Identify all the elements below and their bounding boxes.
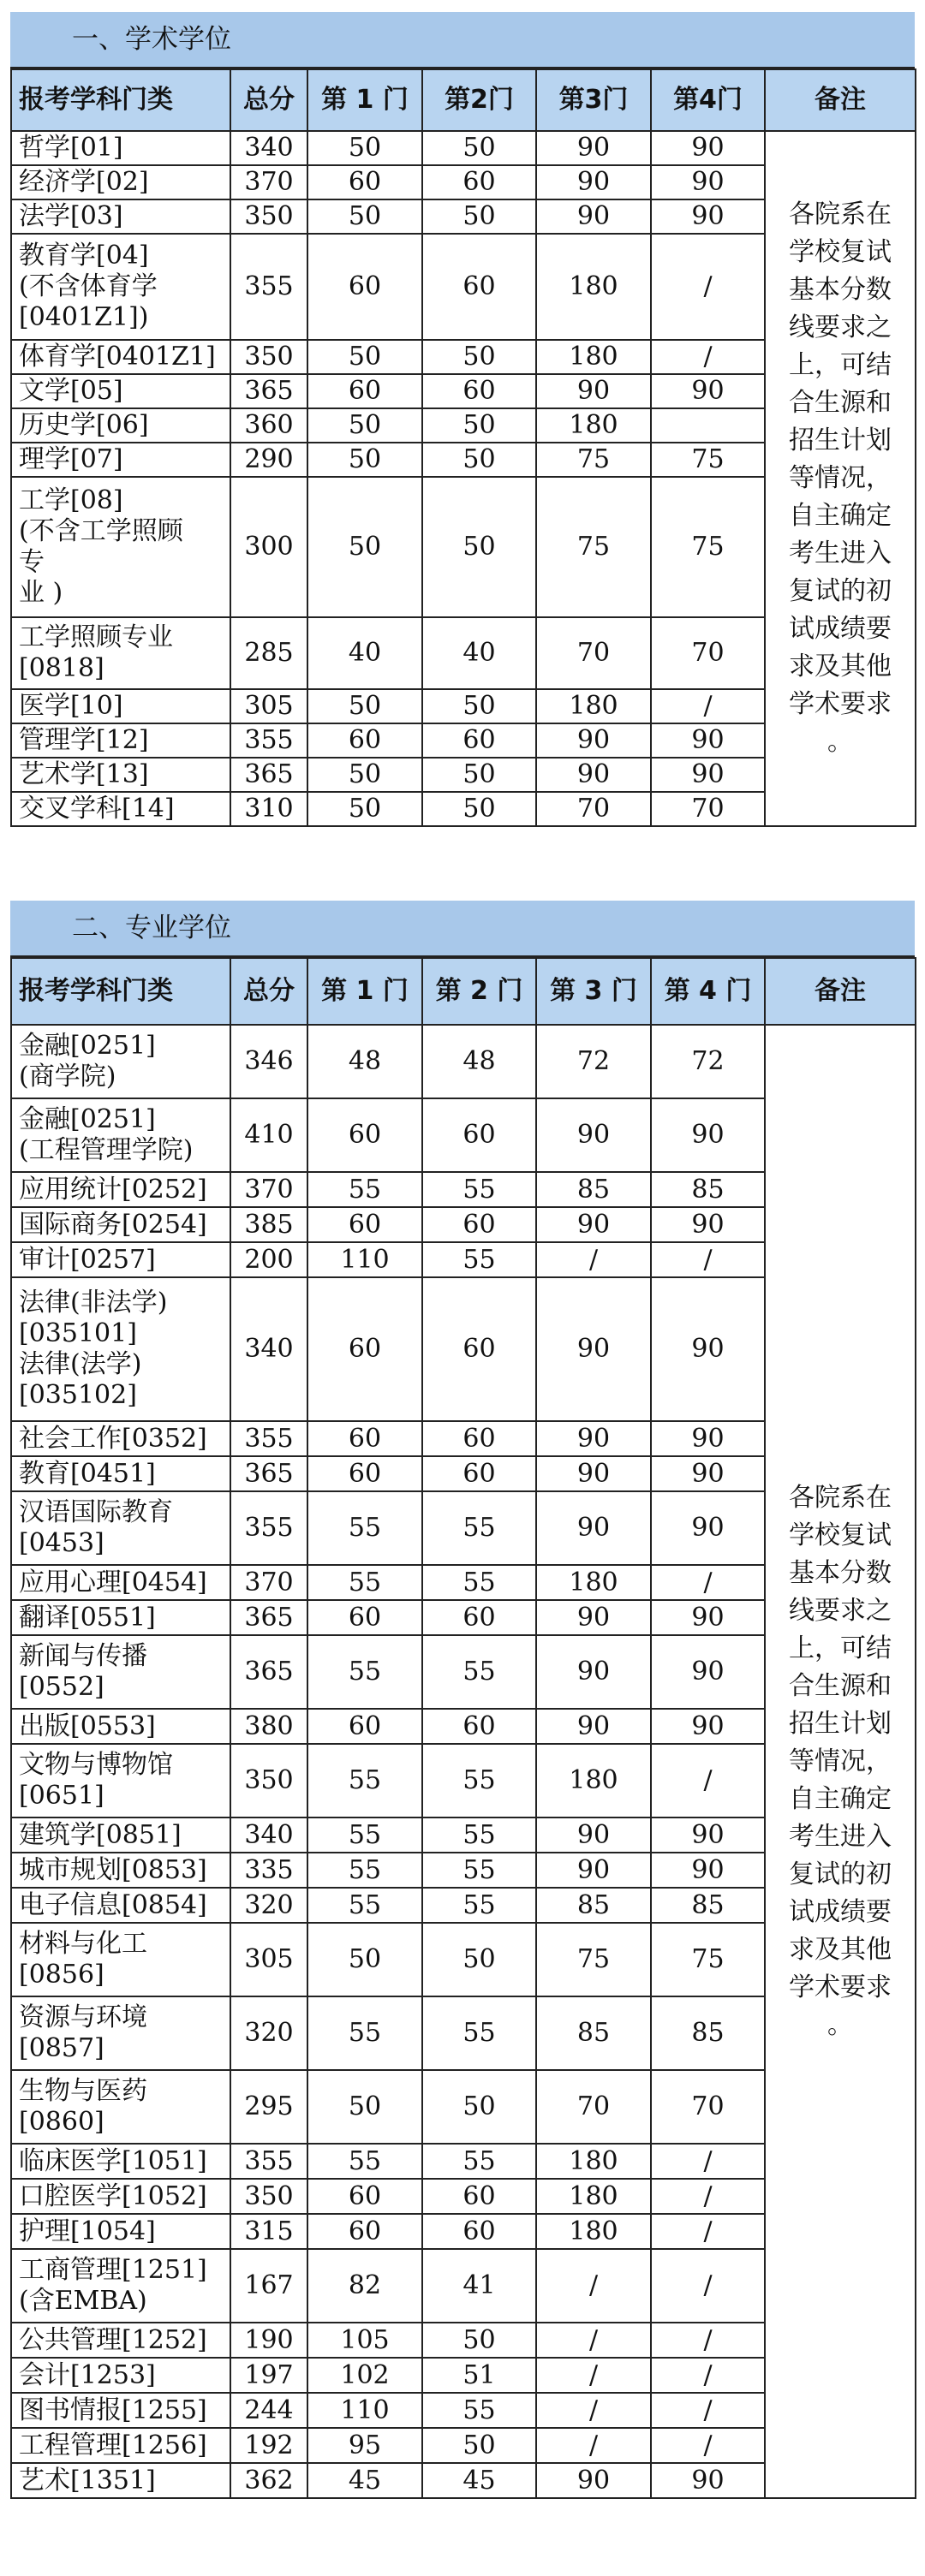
subject-4-cell: 90 xyxy=(651,1635,765,1709)
subject-4-cell: 90 xyxy=(651,758,765,792)
subject-1-cell: 60 xyxy=(307,1709,422,1744)
subject-1-cell: 82 xyxy=(307,2249,422,2323)
subject-4-cell: 85 xyxy=(651,1888,765,1923)
subject-1-cell: 50 xyxy=(307,689,422,723)
subject-2-cell: 55 xyxy=(422,1744,536,1817)
total-score-cell: 295 xyxy=(230,2070,307,2144)
subject-name-cell: 临床医学[1051] xyxy=(11,2144,230,2179)
total-score-cell: 360 xyxy=(230,408,307,443)
header-subject: 报考学科门类 xyxy=(11,69,230,131)
subject-name-cell: 图书情报[1255] xyxy=(11,2393,230,2428)
subject-4-cell: 90 xyxy=(651,2463,765,2498)
subject-name-cell: 审计[0257] xyxy=(11,1242,230,1277)
subject-1-cell: 48 xyxy=(307,1025,422,1098)
subject-2-cell: 50 xyxy=(422,199,536,234)
subject-2-cell: 45 xyxy=(422,2463,536,2498)
subject-3-cell: 70 xyxy=(536,617,651,689)
subject-4-cell: 90 xyxy=(651,1853,765,1888)
subject-3-cell: 180 xyxy=(536,1744,651,1817)
subject-name-cell: 口腔医学[1052] xyxy=(11,2179,230,2214)
total-score-cell: 167 xyxy=(230,2249,307,2323)
subject-name-cell: 社会工作[0352] xyxy=(11,1421,230,1456)
subject-4-cell: / xyxy=(651,1744,765,1817)
total-score-cell: 340 xyxy=(230,1277,307,1421)
total-score-cell: 355 xyxy=(230,723,307,758)
subject-3-cell: 90 xyxy=(536,1207,651,1242)
subject-name-cell: 电子信息[0854] xyxy=(11,1888,230,1923)
subject-4-cell: 85 xyxy=(651,1172,765,1207)
total-score-cell: 410 xyxy=(230,1098,307,1172)
total-score-cell: 365 xyxy=(230,1600,307,1635)
total-score-cell: 310 xyxy=(230,792,307,826)
total-score-cell: 365 xyxy=(230,758,307,792)
subject-name-cell: 新闻与传播 [0552] xyxy=(11,1635,230,1709)
header-subject-3: 第3门 xyxy=(536,69,651,131)
subject-1-cell: 55 xyxy=(307,1744,422,1817)
subject-1-cell: 50 xyxy=(307,1923,422,1996)
subject-3-cell: 90 xyxy=(536,2463,651,2498)
subject-2-cell: 60 xyxy=(422,2214,536,2249)
subject-2-cell: 55 xyxy=(422,1888,536,1923)
subject-4-cell: / xyxy=(651,2428,765,2463)
subject-3-cell: 70 xyxy=(536,792,651,826)
subject-4-cell: / xyxy=(651,2179,765,2214)
subject-4-cell: 90 xyxy=(651,1421,765,1456)
subject-1-cell: 60 xyxy=(307,1098,422,1172)
subject-name-cell: 翻译[0551] xyxy=(11,1600,230,1635)
subject-4-cell: 90 xyxy=(651,1456,765,1491)
subject-2-cell: 55 xyxy=(422,1491,536,1565)
total-score-cell: 355 xyxy=(230,1421,307,1456)
total-score-cell: 362 xyxy=(230,2463,307,2498)
total-score-cell: 355 xyxy=(230,234,307,340)
subject-1-cell: 55 xyxy=(307,1888,422,1923)
table-header-row xyxy=(11,958,916,1025)
subject-1-cell: 50 xyxy=(307,443,422,477)
subject-name-cell: 工学照顾专业 [0818] xyxy=(11,617,230,689)
subject-name-cell: 经济学[02] xyxy=(11,165,230,199)
subject-3-cell: 90 xyxy=(536,1853,651,1888)
subject-1-cell: 60 xyxy=(307,1456,422,1491)
subject-2-cell: 55 xyxy=(422,1565,536,1600)
subject-2-cell: 55 xyxy=(422,2393,536,2428)
subject-1-cell: 50 xyxy=(307,340,422,374)
subject-3-cell: / xyxy=(536,2393,651,2428)
header-subject-4: 第 4 门 xyxy=(651,958,765,1025)
subject-4-cell: 90 xyxy=(651,1098,765,1172)
total-score-cell: 340 xyxy=(230,131,307,165)
subject-3-cell: 180 xyxy=(536,2214,651,2249)
subject-1-cell: 55 xyxy=(307,1817,422,1853)
subject-3-cell: 180 xyxy=(536,234,651,340)
subject-4-cell: 85 xyxy=(651,1996,765,2070)
subject-3-cell: 180 xyxy=(536,689,651,723)
subject-3-cell: 90 xyxy=(536,758,651,792)
subject-2-cell: 50 xyxy=(422,340,536,374)
subject-1-cell: 55 xyxy=(307,1172,422,1207)
subject-4-cell: / xyxy=(651,2249,765,2323)
subject-3-cell: 90 xyxy=(536,165,651,199)
subject-name-cell: 艺术[1351] xyxy=(11,2463,230,2498)
subject-2-cell: 55 xyxy=(422,1242,536,1277)
subject-2-cell: 55 xyxy=(422,1635,536,1709)
subject-3-cell: 75 xyxy=(536,443,651,477)
subject-4-cell: 90 xyxy=(651,199,765,234)
subject-2-cell: 60 xyxy=(422,374,536,408)
subject-name-cell: 工商管理[1251] (含EMBA) xyxy=(11,2249,230,2323)
header-subject: 报考学科门类 xyxy=(11,958,230,1025)
subject-name-cell: 体育学[0401Z1] xyxy=(11,340,230,374)
remarks-cell: 各院系在 学校复试 基本分数 线要求之 上，可结 合生源和 招生计划 等情况， 自主确定 考生进入 复试的初 试成绩要 求及其他 学术要求 。 xyxy=(765,1025,916,2498)
subject-4-cell: / xyxy=(651,234,765,340)
total-score-cell: 305 xyxy=(230,689,307,723)
subject-3-cell: 85 xyxy=(536,1172,651,1207)
subject-1-cell: 102 xyxy=(307,2358,422,2393)
total-score-cell: 320 xyxy=(230,1996,307,2070)
subject-4-cell: 90 xyxy=(651,1277,765,1421)
subject-name-cell: 法学[03] xyxy=(11,199,230,234)
professional-degree-table xyxy=(10,957,916,2499)
subject-3-cell: 90 xyxy=(536,1421,651,1456)
total-score-cell: 370 xyxy=(230,1565,307,1600)
subject-2-cell: 48 xyxy=(422,1025,536,1098)
subject-name-cell: 教育[0451] xyxy=(11,1456,230,1491)
subject-name-cell: 历史学[06] xyxy=(11,408,230,443)
subject-1-cell: 55 xyxy=(307,1996,422,2070)
header-total: 总分 xyxy=(230,69,307,131)
subject-name-cell: 管理学[12] xyxy=(11,723,230,758)
subject-4-cell: / xyxy=(651,2358,765,2393)
subject-2-cell: 60 xyxy=(422,1709,536,1744)
subject-4-cell: 75 xyxy=(651,1923,765,1996)
subject-2-cell: 50 xyxy=(422,758,536,792)
subject-2-cell: 41 xyxy=(422,2249,536,2323)
total-score-cell: 190 xyxy=(230,2323,307,2358)
subject-2-cell: 55 xyxy=(422,1996,536,2070)
remarks-cell: 各院系在 学校复试 基本分数 线要求之 上，可结 合生源和 招生计划 等情况， 自主确定 考生进入 复试的初 试成绩要 求及其他 学术要求 。 xyxy=(765,131,916,826)
total-score-cell: 370 xyxy=(230,165,307,199)
subject-1-cell: 45 xyxy=(307,2463,422,2498)
subject-name-cell: 资源与环境 [0857] xyxy=(11,1996,230,2070)
subject-2-cell: 60 xyxy=(422,1277,536,1421)
total-score-cell: 320 xyxy=(230,1888,307,1923)
total-score-cell: 290 xyxy=(230,443,307,477)
subject-1-cell: 50 xyxy=(307,199,422,234)
total-score-cell: 285 xyxy=(230,617,307,689)
subject-1-cell: 55 xyxy=(307,2144,422,2179)
total-score-cell: 350 xyxy=(230,1744,307,1817)
subject-2-cell: 60 xyxy=(422,165,536,199)
subject-3-cell: 90 xyxy=(536,1491,651,1565)
subject-4-cell: 70 xyxy=(651,2070,765,2144)
subject-2-cell: 60 xyxy=(422,1098,536,1172)
subject-3-cell: 180 xyxy=(536,340,651,374)
total-score-cell: 380 xyxy=(230,1709,307,1744)
subject-4-cell: 90 xyxy=(651,1709,765,1744)
subject-2-cell: 60 xyxy=(422,2179,536,2214)
subject-1-cell: 60 xyxy=(307,374,422,408)
subject-1-cell: 50 xyxy=(307,477,422,617)
subject-4-cell: / xyxy=(651,1565,765,1600)
subject-2-cell: 60 xyxy=(422,1421,536,1456)
subject-3-cell: 90 xyxy=(536,1817,651,1853)
subject-4-cell: 90 xyxy=(651,1817,765,1853)
subject-name-cell: 城市规划[0853] xyxy=(11,1853,230,1888)
subject-name-cell: 交叉学科[14] xyxy=(11,792,230,826)
subject-1-cell: 55 xyxy=(307,1565,422,1600)
subject-name-cell: 应用统计[0252] xyxy=(11,1172,230,1207)
subject-3-cell: 90 xyxy=(536,199,651,234)
total-score-cell: 350 xyxy=(230,199,307,234)
subject-4-cell: 90 xyxy=(651,131,765,165)
subject-name-cell: 会计[1253] xyxy=(11,2358,230,2393)
subject-3-cell: 72 xyxy=(536,1025,651,1098)
section-title-professional: 二、专业学位 xyxy=(10,901,915,957)
subject-1-cell: 60 xyxy=(307,2214,422,2249)
total-score-cell: 300 xyxy=(230,477,307,617)
subject-3-cell: 180 xyxy=(536,2144,651,2179)
subject-1-cell: 60 xyxy=(307,234,422,340)
subject-4-cell: 90 xyxy=(651,1600,765,1635)
subject-1-cell: 40 xyxy=(307,617,422,689)
subject-2-cell: 50 xyxy=(422,477,536,617)
header-subject-4: 第4门 xyxy=(651,69,765,131)
header-total: 总分 xyxy=(230,958,307,1025)
subject-1-cell: 50 xyxy=(307,2070,422,2144)
subject-4-cell: 90 xyxy=(651,1207,765,1242)
subject-1-cell: 60 xyxy=(307,2179,422,2214)
subject-1-cell: 55 xyxy=(307,1853,422,1888)
subject-3-cell: 180 xyxy=(536,1565,651,1600)
total-score-cell: 315 xyxy=(230,2214,307,2249)
subject-1-cell: 60 xyxy=(307,165,422,199)
subject-1-cell: 60 xyxy=(307,1421,422,1456)
subject-2-cell: 50 xyxy=(422,408,536,443)
total-score-cell: 346 xyxy=(230,1025,307,1098)
header-subject-2: 第2门 xyxy=(422,69,536,131)
header-subject-2: 第 2 门 xyxy=(422,958,536,1025)
subject-name-cell: 金融[0251] (工程管理学院) xyxy=(11,1098,230,1172)
total-score-cell: 340 xyxy=(230,1817,307,1853)
subject-1-cell: 50 xyxy=(307,408,422,443)
header-subject-1: 第 1 门 xyxy=(307,958,422,1025)
subject-name-cell: 文学[05] xyxy=(11,374,230,408)
subject-name-cell: 法律(非法学) [035101] 法律(法学) [035102] xyxy=(11,1277,230,1421)
total-score-cell: 365 xyxy=(230,374,307,408)
subject-1-cell: 50 xyxy=(307,131,422,165)
subject-2-cell: 50 xyxy=(422,792,536,826)
subject-1-cell: 60 xyxy=(307,723,422,758)
subject-3-cell: 90 xyxy=(536,131,651,165)
subject-4-cell: 90 xyxy=(651,1491,765,1565)
total-score-cell: 200 xyxy=(230,1242,307,1277)
subject-4-cell: / xyxy=(651,2214,765,2249)
subject-1-cell: 60 xyxy=(307,1600,422,1635)
subject-2-cell: 60 xyxy=(422,1207,536,1242)
subject-1-cell: 95 xyxy=(307,2428,422,2463)
subject-name-cell: 工学[08] (不含工学照顾 专 业 ) xyxy=(11,477,230,617)
total-score-cell: 385 xyxy=(230,1207,307,1242)
subject-3-cell: / xyxy=(536,1242,651,1277)
subject-name-cell: 护理[1054] xyxy=(11,2214,230,2249)
subject-4-cell: 72 xyxy=(651,1025,765,1098)
subject-name-cell: 生物与医药 [0860] xyxy=(11,2070,230,2144)
subject-3-cell: / xyxy=(536,2249,651,2323)
subject-3-cell: 75 xyxy=(536,1923,651,1996)
subject-4-cell: 90 xyxy=(651,165,765,199)
subject-name-cell: 哲学[01] xyxy=(11,131,230,165)
subject-4-cell: 75 xyxy=(651,477,765,617)
subject-2-cell: 50 xyxy=(422,2323,536,2358)
subject-2-cell: 60 xyxy=(422,1600,536,1635)
header-subject-3: 第 3 门 xyxy=(536,958,651,1025)
subject-3-cell: / xyxy=(536,2358,651,2393)
subject-2-cell: 51 xyxy=(422,2358,536,2393)
header-subject-1: 第 1 门 xyxy=(307,69,422,131)
subject-3-cell: / xyxy=(536,2428,651,2463)
subject-4-cell: / xyxy=(651,1242,765,1277)
subject-4-cell: / xyxy=(651,340,765,374)
subject-3-cell: 180 xyxy=(536,2179,651,2214)
subject-2-cell: 50 xyxy=(422,443,536,477)
subject-4-cell: 70 xyxy=(651,617,765,689)
subject-4-cell: / xyxy=(651,2393,765,2428)
subject-name-cell: 金融[0251] (商学院) xyxy=(11,1025,230,1098)
subject-3-cell: 85 xyxy=(536,1996,651,2070)
subject-name-cell: 公共管理[1252] xyxy=(11,2323,230,2358)
subject-4-cell: / xyxy=(651,2323,765,2358)
subject-name-cell: 理学[07] xyxy=(11,443,230,477)
subject-4-cell: 75 xyxy=(651,443,765,477)
subject-name-cell: 国际商务[0254] xyxy=(11,1207,230,1242)
subject-name-cell: 教育学[04] (不含体育学 [0401Z1]) xyxy=(11,234,230,340)
total-score-cell: 350 xyxy=(230,340,307,374)
total-score-cell: 244 xyxy=(230,2393,307,2428)
subject-2-cell: 60 xyxy=(422,723,536,758)
subject-3-cell: 180 xyxy=(536,408,651,443)
subject-1-cell: 110 xyxy=(307,2393,422,2428)
total-score-cell: 365 xyxy=(230,1635,307,1709)
header-remarks: 备注 xyxy=(765,69,916,131)
subject-4-cell xyxy=(651,408,765,443)
subject-name-cell: 艺术学[13] xyxy=(11,758,230,792)
subject-1-cell: 60 xyxy=(307,1277,422,1421)
subject-3-cell: 75 xyxy=(536,477,651,617)
subject-2-cell: 55 xyxy=(422,1853,536,1888)
subject-3-cell: 90 xyxy=(536,1098,651,1172)
subject-2-cell: 40 xyxy=(422,617,536,689)
table-header-row xyxy=(11,69,916,131)
subject-4-cell: / xyxy=(651,2144,765,2179)
header-remarks: 备注 xyxy=(765,958,916,1025)
subject-name-cell: 出版[0553] xyxy=(11,1709,230,1744)
subject-1-cell: 50 xyxy=(307,758,422,792)
subject-2-cell: 55 xyxy=(422,1817,536,1853)
table-row xyxy=(11,1025,916,1098)
total-score-cell: 355 xyxy=(230,2144,307,2179)
subject-1-cell: 110 xyxy=(307,1242,422,1277)
subject-1-cell: 50 xyxy=(307,792,422,826)
section-title-academic: 一、学术学位 xyxy=(10,12,915,68)
total-score-cell: 355 xyxy=(230,1491,307,1565)
subject-2-cell: 50 xyxy=(422,2428,536,2463)
total-score-cell: 335 xyxy=(230,1853,307,1888)
subject-name-cell: 建筑学[0851] xyxy=(11,1817,230,1853)
subject-3-cell: 90 xyxy=(536,1635,651,1709)
subject-4-cell: 90 xyxy=(651,723,765,758)
subject-2-cell: 55 xyxy=(422,2144,536,2179)
subject-name-cell: 材料与化工 [0856] xyxy=(11,1923,230,1996)
subject-2-cell: 55 xyxy=(422,1172,536,1207)
subject-name-cell: 应用心理[0454] xyxy=(11,1565,230,1600)
subject-4-cell: 70 xyxy=(651,792,765,826)
subject-3-cell: 90 xyxy=(536,1600,651,1635)
subject-1-cell: 105 xyxy=(307,2323,422,2358)
subject-2-cell: 50 xyxy=(422,2070,536,2144)
subject-name-cell: 汉语国际教育 [0453] xyxy=(11,1491,230,1565)
subject-name-cell: 医学[10] xyxy=(11,689,230,723)
subject-3-cell: / xyxy=(536,2323,651,2358)
subject-2-cell: 50 xyxy=(422,689,536,723)
total-score-cell: 192 xyxy=(230,2428,307,2463)
subject-3-cell: 90 xyxy=(536,1277,651,1421)
subject-3-cell: 85 xyxy=(536,1888,651,1923)
subject-4-cell: / xyxy=(651,689,765,723)
subject-3-cell: 70 xyxy=(536,2070,651,2144)
table-row xyxy=(11,131,916,165)
total-score-cell: 370 xyxy=(230,1172,307,1207)
subject-4-cell: 90 xyxy=(651,374,765,408)
subject-1-cell: 55 xyxy=(307,1491,422,1565)
subject-2-cell: 50 xyxy=(422,1923,536,1996)
subject-2-cell: 50 xyxy=(422,131,536,165)
subject-2-cell: 60 xyxy=(422,1456,536,1491)
subject-3-cell: 90 xyxy=(536,1709,651,1744)
subject-1-cell: 55 xyxy=(307,1635,422,1709)
subject-name-cell: 工程管理[1256] xyxy=(11,2428,230,2463)
subject-3-cell: 90 xyxy=(536,723,651,758)
subject-2-cell: 60 xyxy=(422,234,536,340)
subject-name-cell: 文物与博物馆 [0651] xyxy=(11,1744,230,1817)
total-score-cell: 197 xyxy=(230,2358,307,2393)
total-score-cell: 350 xyxy=(230,2179,307,2214)
subject-3-cell: 90 xyxy=(536,374,651,408)
academic-degree-table xyxy=(10,68,916,827)
total-score-cell: 365 xyxy=(230,1456,307,1491)
total-score-cell: 305 xyxy=(230,1923,307,1996)
subject-3-cell: 90 xyxy=(536,1456,651,1491)
subject-1-cell: 60 xyxy=(307,1207,422,1242)
